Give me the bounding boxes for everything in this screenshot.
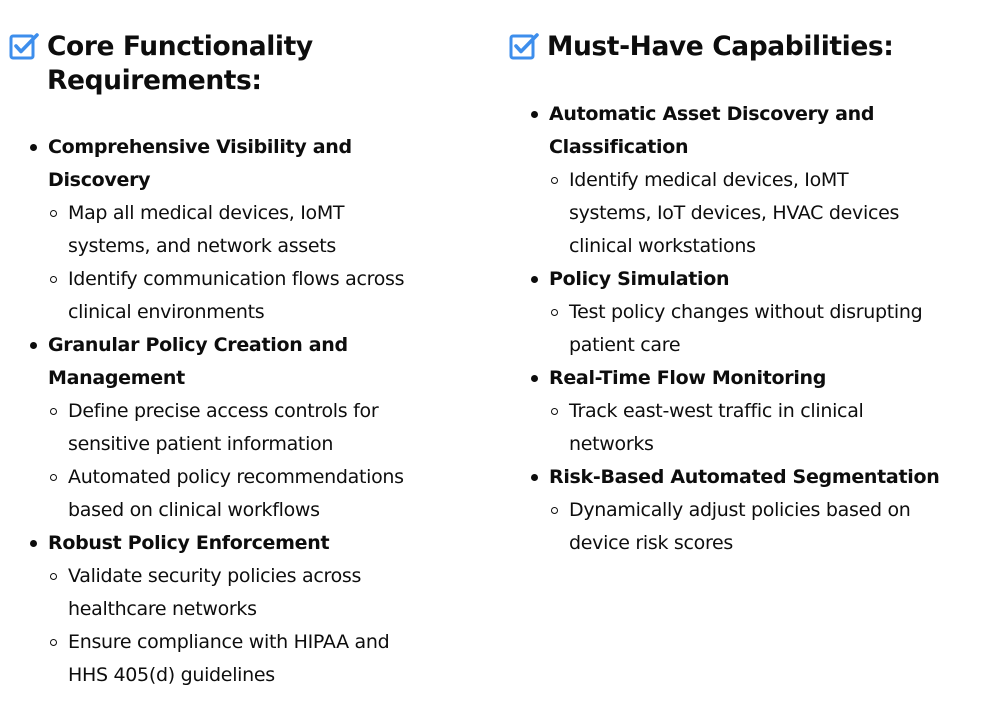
sub-list-item — [48, 263, 450, 329]
sub-item-text: Identify communication flows across clinical environments — [68, 268, 405, 323]
hollow-bullet-icon — [551, 507, 558, 514]
hollow-bullet-icon — [50, 573, 57, 580]
right-heading-title: Must-Have Capabilities: — [547, 31, 894, 62]
bullet-title: Policy Simulation — [549, 268, 730, 290]
bullet-dot-icon — [531, 474, 538, 481]
sub-list-item — [48, 197, 450, 263]
sub-item-text: Automated policy recommendations based on clinical workflows — [68, 466, 404, 521]
hollow-bullet-icon — [551, 177, 558, 184]
checked-box-icon — [9, 32, 41, 62]
sub-bullet-list — [549, 164, 971, 263]
sub-bullet-list — [48, 197, 450, 329]
hollow-bullet-icon — [50, 474, 57, 481]
sub-list-item — [549, 494, 971, 560]
sub-list-item — [48, 560, 450, 626]
list-item — [531, 461, 971, 560]
list-item — [30, 329, 450, 527]
sub-bullet-list — [549, 296, 971, 362]
sub-item-text: Map all medical devices, IoMT systems, and network assets — [68, 202, 345, 257]
sub-list-item — [549, 164, 971, 263]
left-bullet-list — [30, 131, 450, 692]
hollow-bullet-icon — [50, 276, 57, 283]
bullet-dot-icon — [30, 540, 37, 547]
list-item — [30, 131, 450, 329]
list-item — [531, 263, 971, 362]
bullet-dot-icon — [30, 144, 37, 151]
sub-item-text: Track east-west traffic in clinical networks — [569, 400, 864, 455]
list-item — [531, 362, 971, 461]
sub-item-text: Ensure compliance with HIPAA and HHS 405(d) guidelines — [68, 631, 390, 686]
bullet-title: Automatic Asset Discovery and Classification — [549, 103, 875, 158]
sub-list-item — [48, 395, 450, 461]
sub-list-item — [48, 461, 450, 527]
checked-box-icon — [509, 32, 541, 62]
sub-bullet-list — [48, 395, 450, 527]
sub-item-text: Test policy changes without disrupting patient care — [569, 301, 923, 356]
sub-item-text: Identify medical devices, IoMT systems, IoT devices, HVAC devices clinical workstations — [569, 169, 900, 257]
sub-item-text: Validate security policies across healthcare networks — [68, 565, 362, 620]
sub-bullet-list — [549, 494, 971, 560]
hollow-bullet-icon — [50, 408, 57, 415]
left-heading — [9, 30, 347, 98]
sub-list-item — [48, 626, 450, 692]
hollow-bullet-icon — [551, 309, 558, 316]
left-heading-title: Core Functionality Requirements: — [47, 31, 313, 96]
sub-list-item — [549, 296, 971, 362]
bullet-dot-icon — [531, 276, 538, 283]
bullet-dot-icon — [30, 342, 37, 349]
right-bullet-list — [531, 98, 971, 560]
hollow-bullet-icon — [50, 639, 57, 646]
bullet-title: Granular Policy Creation and Management — [48, 334, 348, 389]
right-heading — [509, 30, 967, 64]
bullet-title: Comprehensive Visibility and Discovery — [48, 136, 352, 191]
list-item — [30, 527, 450, 692]
hollow-bullet-icon — [551, 408, 558, 415]
sub-item-text: Dynamically adjust policies based on device risk scores — [569, 499, 911, 554]
bullet-dot-icon — [531, 375, 538, 382]
hollow-bullet-icon — [50, 210, 57, 217]
bullet-title: Robust Policy Enforcement — [48, 532, 330, 554]
bullet-title: Real-Time Flow Monitoring — [549, 367, 827, 389]
bullet-title: Risk-Based Automated Segmentation — [549, 466, 940, 488]
sub-bullet-list — [549, 395, 971, 461]
bullet-dot-icon — [531, 111, 538, 118]
sub-bullet-list — [48, 560, 450, 692]
sub-item-text: Define precise access controls for sensitive patient information — [68, 400, 379, 455]
list-item — [531, 98, 971, 263]
sub-list-item — [549, 395, 971, 461]
